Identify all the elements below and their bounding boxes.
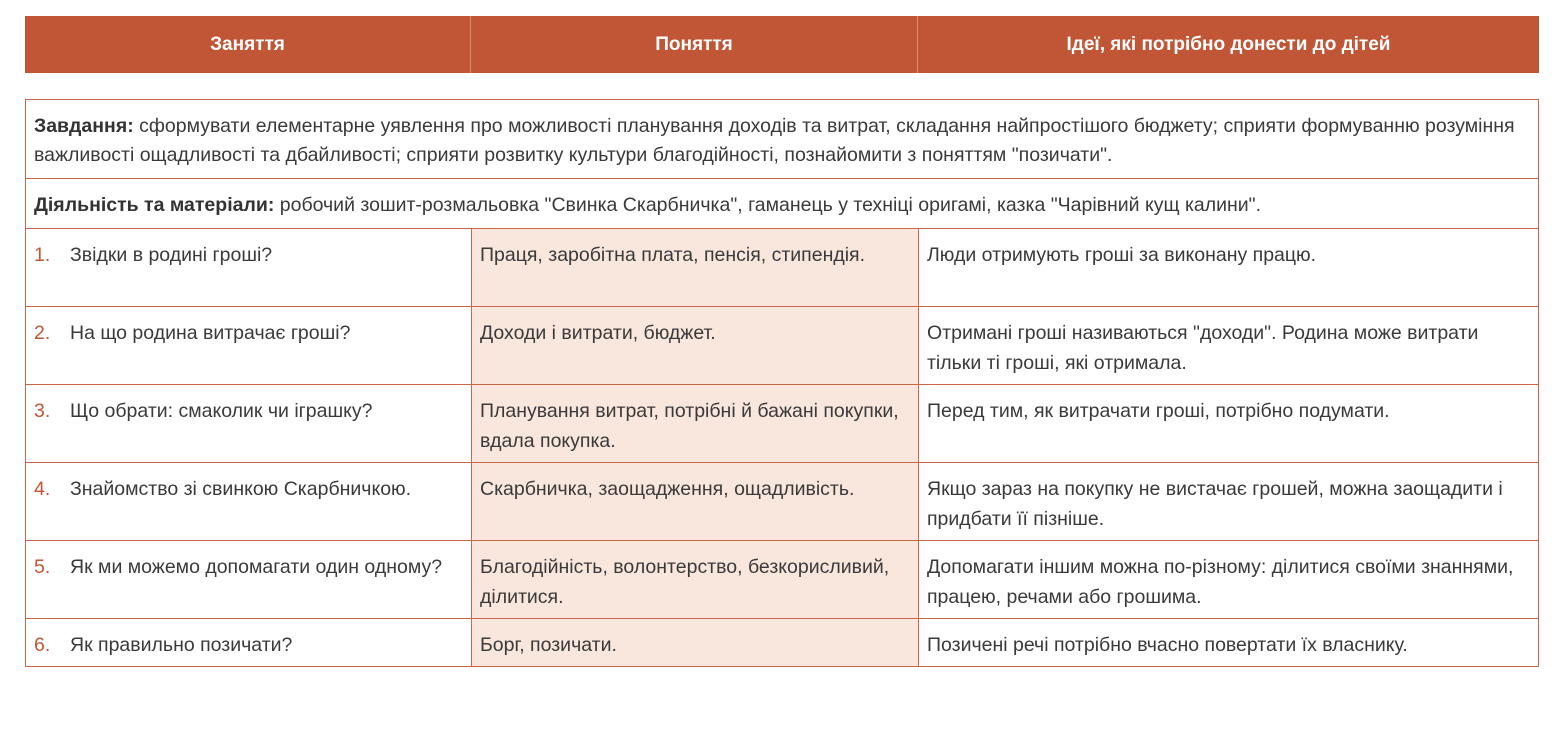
- table-row: [26, 463, 1538, 541]
- lesson-cell: [26, 385, 472, 462]
- lesson-cell: [26, 463, 472, 540]
- header-ideas: Ідеї, які потрібно донести до дітей: [1066, 33, 1391, 55]
- concepts-cell: Благодійність, волонтерство, безкорисливий, ділитися.: [472, 541, 919, 618]
- ideas-cell: Якщо зараз на покупку не вистачає грошей, можна заощадити і придбати її пізніше.: [927, 478, 1503, 530]
- lesson-topic: Як правильно позичати?: [70, 634, 293, 656]
- ideas-cell: Допомагати іншим можна по-різному: ділитися своїми знаннями, працею, речами або грошима.: [927, 556, 1514, 608]
- lesson-number: 4.: [34, 478, 51, 500]
- lesson-topic: Звідки в родині гроші?: [70, 244, 273, 266]
- lesson-number: 5.: [34, 556, 51, 578]
- task-row: [26, 100, 1538, 179]
- lesson-topic: Знайомство зі свинкою Скарбничкою.: [70, 478, 412, 500]
- lesson-topic: На що родина витрачає гроші?: [70, 322, 351, 344]
- lesson-cell: [26, 619, 472, 666]
- lesson-cell: [26, 229, 472, 306]
- table-row: [26, 541, 1538, 619]
- concepts-cell: Скарбничка, заощадження, ощадливість.: [472, 463, 919, 540]
- table-row: [26, 619, 1538, 666]
- lesson-cell: [26, 541, 472, 618]
- concepts-cell: Доходи і витрати, бюджет.: [472, 307, 919, 384]
- lesson-table: [25, 99, 1539, 667]
- table-row: [26, 307, 1538, 385]
- task-text: сформувати елементарне уявлення про можливості планування доходів та витрат, складання найпростішого бюджету; сприяти формуванню розуміння важливості ощадливості та дбайливості; сприяти розвитку культури благодійності, познайомити з поняттям "позичати".: [34, 115, 1515, 166]
- concepts-cell: Праця, заробітна плата, пенсія, стипендія.: [472, 229, 919, 306]
- concepts-cell: Борг, позичати.: [472, 619, 919, 666]
- task-label: Завдання:: [34, 115, 134, 137]
- materials-label: Діяльність та матеріали:: [34, 194, 275, 216]
- lesson-topic: Як ми можемо допомагати один одному?: [70, 556, 443, 578]
- table-row: [26, 385, 1538, 463]
- lesson-number: 6.: [34, 634, 51, 656]
- table-header: [25, 16, 1539, 73]
- concepts-cell: Планування витрат, потрібні й бажані покупки, вдала покупка.: [472, 385, 919, 462]
- materials-row: [26, 179, 1538, 229]
- ideas-cell: Позичені речі потрібно вчасно повертати їх власнику.: [927, 634, 1408, 656]
- lesson-number: 3.: [34, 400, 51, 422]
- lesson-cell: [26, 307, 472, 384]
- ideas-cell: Люди отримують гроші за виконану працю.: [927, 244, 1317, 266]
- lesson-topic: Що обрати: смаколик чи іграшку?: [70, 400, 373, 422]
- ideas-cell: Отримані гроші називаються "доходи". Родина може витрати тільки ті гроші, які отримала.: [927, 322, 1479, 374]
- table-row: [26, 229, 1538, 307]
- header-concepts: Поняття: [471, 16, 918, 73]
- lesson-number: 2.: [34, 322, 51, 344]
- header-lessons: Заняття: [25, 16, 471, 73]
- lesson-number: 1.: [34, 244, 51, 266]
- ideas-cell: Перед тим, як витрачати гроші, потрібно подумати.: [927, 400, 1390, 422]
- materials-text: робочий зошит-розмальовка "Свинка Скарбничка", гаманець у техніці оригамі, казка "Чарівний кущ калини".: [279, 194, 1262, 216]
